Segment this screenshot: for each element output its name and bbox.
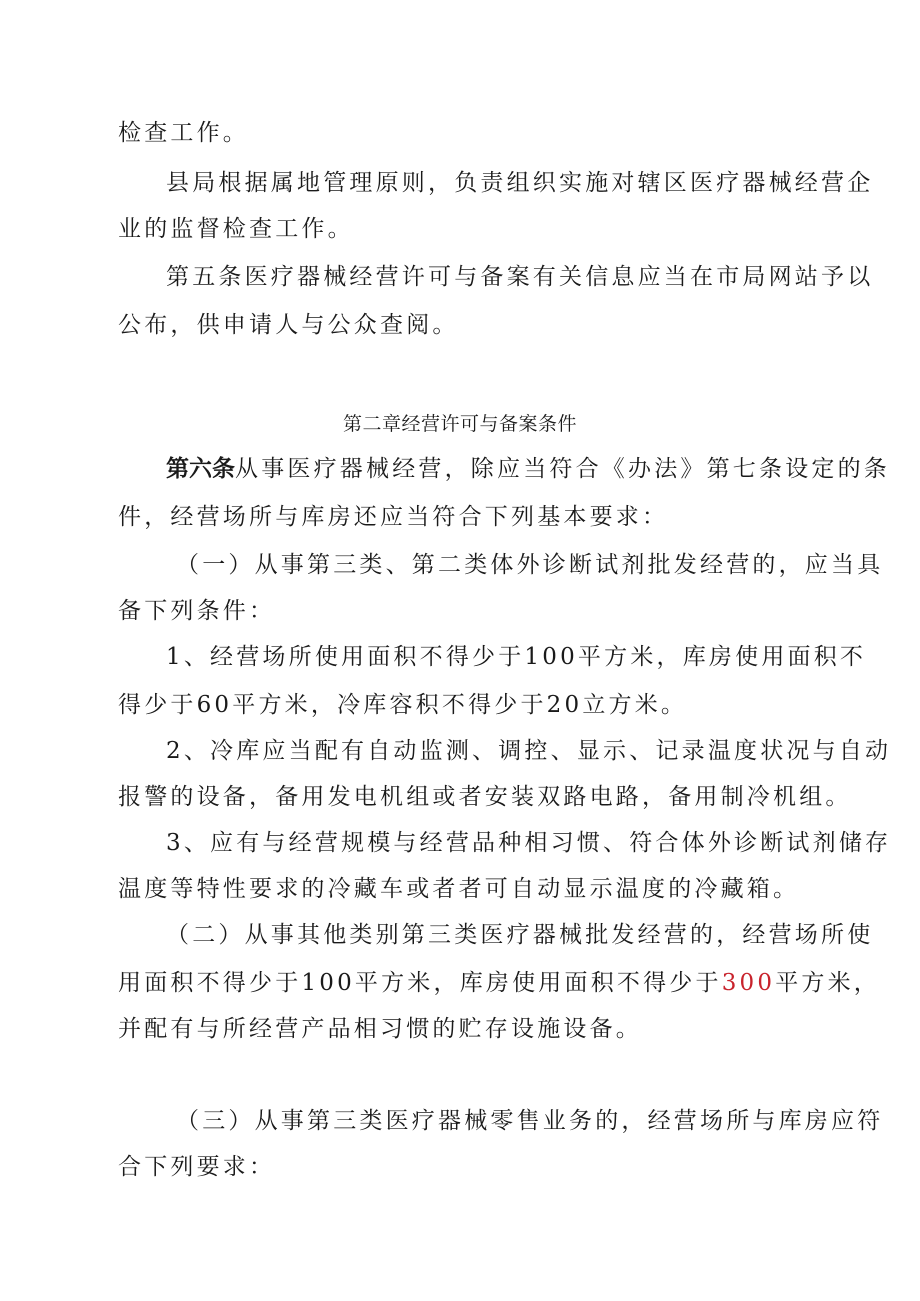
item-2-text: 平方米， — [775, 970, 881, 996]
sub-item-1-line: 1、经营场所使用面积不得少于100平方米，库房使用面积不 — [166, 644, 867, 670]
item-2-line: 并配有与所经营产品相习惯的贮存设施设备。 — [118, 1016, 642, 1042]
item-2-line — [118, 968, 880, 998]
paragraph-line: 县局根据属地管理原则，负责组织实施对辖区医疗器械经营企 — [166, 170, 874, 196]
paragraph-line: 业的监督检查工作。 — [118, 216, 354, 242]
article-5-line: 第五条医疗器械经营许可与备案有关信息应当在市局网站予以 — [166, 264, 874, 290]
item-3-line: 合下列要求： — [118, 1154, 276, 1180]
article-6-text: 从事医疗器械经营，除应当符合《办法》第七条设定的条 — [235, 456, 890, 482]
item-2-text: 用面积不得少于100平方米，库房使用面积不得少于 — [118, 970, 722, 996]
sub-item-2-line: 2、冷库应当配有自动监测、调控、显示、记录温度状况与自动 — [166, 738, 892, 764]
item-1-line: 备下列条件： — [118, 598, 276, 624]
sub-item-3-line: 3、应有与经营规模与经营品种相习惯、符合体外诊断试剂储存 — [166, 830, 892, 856]
sub-item-3-line: 温度等特性要求的冷藏车或者者可自动显示温度的冷藏箱。 — [118, 876, 800, 902]
article-6-line: 件，经营场所与库房还应当符合下列基本要求： — [118, 504, 669, 530]
article-6-label: 第六条 — [166, 456, 235, 482]
highlighted-value: 300 — [721, 970, 776, 996]
paragraph-line: 检查工作。 — [118, 120, 249, 146]
item-1-line: （一）从事第三类、第二类体外诊断试剂批发经营的，应当具 — [176, 552, 884, 578]
sub-item-2-line: 报警的设备，备用发电机组或者安装双路电路，备用制冷机组。 — [118, 784, 852, 810]
sub-item-1-line: 得少于60平方米，冷库容积不得少于20立方米。 — [118, 692, 688, 718]
chapter-heading: 第二章经营许可与备案条件 — [342, 413, 577, 435]
article-6-line — [166, 454, 890, 484]
item-3-line: （三）从事第三类医疗器械零售业务的，经营场所与库房应符 — [176, 1108, 884, 1134]
article-5-line: 公布，供申请人与公众查阅。 — [118, 312, 459, 338]
item-2-line: （二）从事其他类别第三类医疗器械批发经营的，经营场所使 — [166, 922, 874, 948]
